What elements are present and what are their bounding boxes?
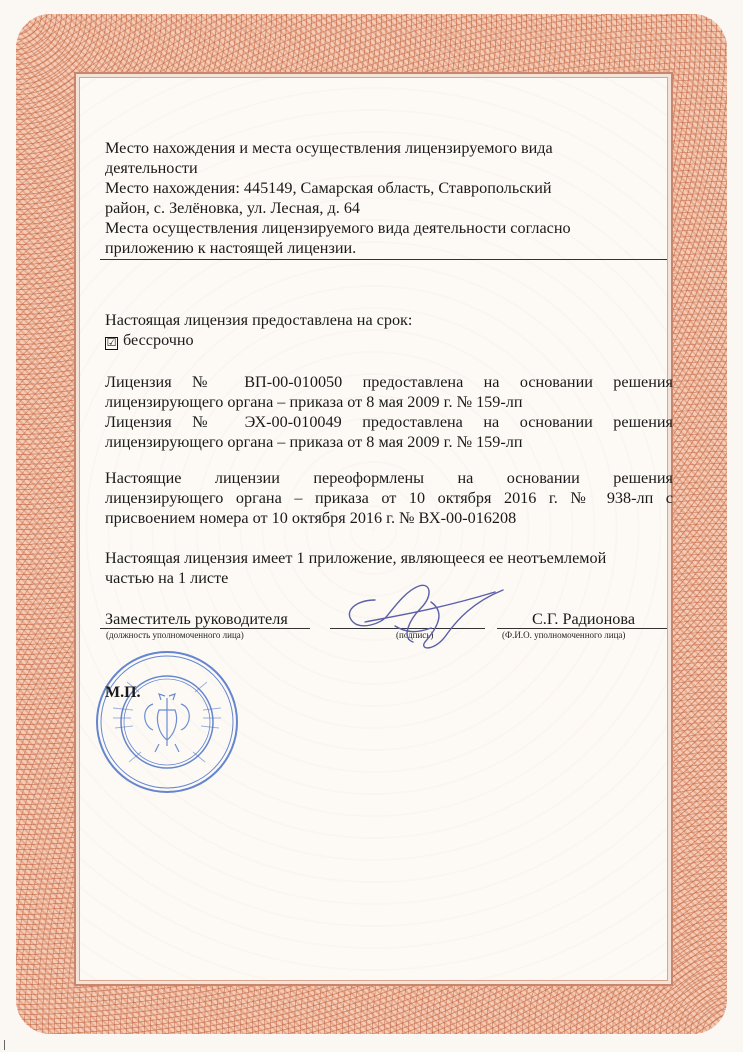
reissue-block: [105, 468, 673, 528]
license1-line2: лицензирующего органа – приказа от 8 мая 2009 г. № 159-лп: [105, 393, 523, 411]
name-caption: (Ф.И.О. уполномоченного лица): [502, 630, 626, 640]
mp-mark: М.П.: [105, 684, 141, 701]
reissue-line2: лицензирующего органа – приказа от 10 октября 2016 г. № 938-лп с: [105, 489, 673, 507]
license1-line1: Лицензия № ВП-00-010050 предоставлена на основании решения: [105, 373, 673, 391]
eagle-emblem-icon: [145, 694, 190, 752]
term-label: Настоящая лицензия предоставлена на срок:: [105, 311, 413, 329]
location-underline: [100, 259, 667, 260]
term-block: [105, 310, 412, 350]
places-line2: приложению к настоящей лицензии.: [105, 239, 357, 257]
location-heading-line2: деятельности: [105, 159, 198, 177]
signature-caption: (подпись): [396, 630, 434, 640]
location-block: [105, 138, 571, 258]
position-line: [100, 628, 310, 629]
handwritten-signature: [335, 582, 510, 657]
reissue-line1: Настоящие лицензии переоформлены на основании решения: [105, 469, 673, 487]
license2-line1: Лицензия № ЭХ-00-010049 предоставлена на основании решения: [105, 413, 673, 431]
signatory-position: Заместитель руководителя: [105, 610, 288, 628]
name-line: [497, 628, 667, 629]
appendix-line2: частью на 1 листе: [105, 569, 229, 587]
places-line1: Места осуществления лицензируемого вида деятельности согласно: [105, 219, 571, 237]
edge-mark: [4, 1040, 5, 1050]
appendix-line1: Настоящая лицензия имеет 1 приложение, являющееся ее неотъемлемой: [105, 549, 607, 567]
position-caption: (должность уполномоченного лица): [106, 630, 244, 640]
signatory-name: С.Г. Радионова: [532, 610, 636, 628]
reissue-line3: присвоением номера от 10 октября 2016 г. № ВХ-00-016208: [105, 509, 517, 527]
checkbox-checked-icon: ☑: [106, 337, 117, 349]
location-heading-line1: Место нахождения и места осуществления лицензируемого вида: [105, 139, 553, 157]
address-line1: Место нахождения: 445149, Самарская область, Ставропольский: [105, 179, 552, 197]
official-stamp: [93, 648, 241, 796]
licenses-block: [105, 372, 673, 452]
address-line2: район, с. Зелёновка, ул. Лесная, д. 64: [105, 199, 361, 217]
term-value: бессрочно: [123, 331, 194, 349]
license2-line2: лицензирующего органа – приказа от 8 мая 2009 г. № 159-лп: [105, 433, 523, 451]
